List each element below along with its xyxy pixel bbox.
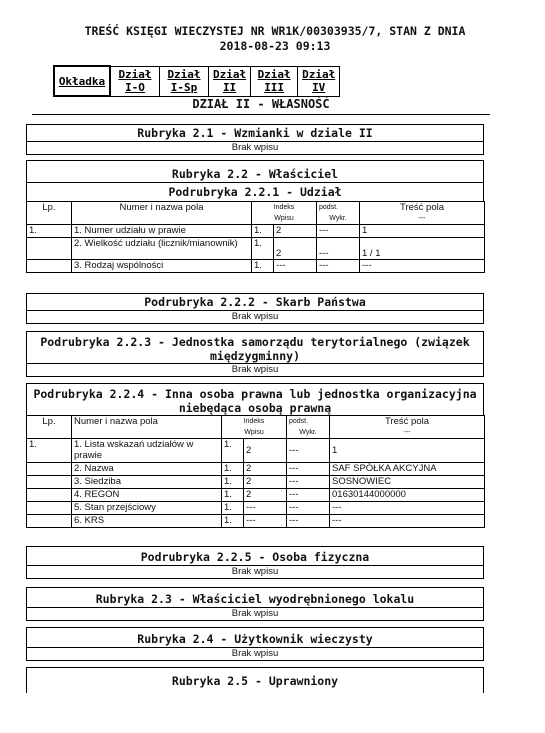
col-tresc: Treść pola (360, 202, 485, 214)
inna-osoba-table (26, 415, 485, 528)
rubryka-2-1 (26, 124, 484, 155)
rubryka-2-2 (26, 160, 484, 273)
col-wykr: Wykr. (317, 213, 360, 225)
nav-dzial-iv-link[interactable]: Dział IV (302, 68, 336, 94)
nav-dzial-io[interactable] (110, 66, 160, 96)
podrubryka-2-2-5 (26, 546, 484, 579)
nav-okladka-link[interactable]: Okładka (58, 74, 106, 88)
col-tresc: Treść pola (330, 416, 485, 428)
podrubryka-2-2-2-title: Podrubryka 2.2.2 - Skarb Państwa (26, 293, 484, 310)
nav-dzial-iii[interactable] (251, 66, 298, 96)
podrubryka-2-2-3-empty: Brak wpisu (26, 363, 484, 377)
col-tresc-dash: --- (330, 427, 485, 439)
podrubryka-2-2-1-title: Podrubryka 2.2.1 - Udział (26, 182, 484, 201)
table-row: 4. REGON 1. 2 --- 01630144000000 (27, 489, 485, 502)
rubryka-2-3 (26, 587, 484, 621)
col-podst: podst. (287, 416, 330, 428)
table-row: 3. Siedziba 1. 2 --- SOSNOWIEC (27, 476, 485, 489)
nav-okladka[interactable] (54, 66, 110, 96)
nav-dzial-io-link[interactable]: Dział I-O (118, 68, 152, 94)
podrubryka-2-2-4 (26, 383, 484, 528)
page-title (30, 24, 520, 54)
rubryka-2-2-title: Rubryka 2.2 - Właściciel (26, 160, 484, 182)
rubryka-2-5 (26, 667, 484, 693)
rubryka-2-4-title: Rubryka 2.4 - Użytkownik wieczysty (26, 627, 484, 647)
col-lp: Lp. (27, 416, 72, 439)
col-name: Numer i nazwa pola (72, 416, 222, 439)
nav-dzial-iv[interactable] (298, 66, 340, 96)
nav-dzial-iii-link[interactable]: Dział III (257, 68, 291, 94)
col-podst: podst. (317, 202, 360, 214)
nav-dzial-ii-link[interactable]: Dział II (213, 68, 247, 94)
podrubryka-2-2-3 (26, 331, 484, 377)
col-name: Numer i nazwa pola (72, 202, 252, 225)
rubryka-2-1-title: Rubryka 2.1 - Wzmianki w dziale II (26, 124, 484, 141)
rubryka-2-1-empty: Brak wpisu (26, 141, 484, 155)
podrubryka-2-2-2-empty: Brak wpisu (26, 310, 484, 324)
nav-dzial-isp[interactable] (160, 66, 209, 96)
table-row: 2. Nazwa 1. 2 --- SAF SPÓŁKA AKCYJNA (27, 463, 485, 476)
col-lp: Lp. (27, 202, 72, 225)
podrubryka-2-2-2 (26, 293, 484, 324)
col-wykr: Wykr. (287, 427, 330, 439)
rubryka-2-4 (26, 627, 484, 661)
table-row: 6. KRS 1. --- --- --- (27, 515, 485, 528)
table-row: 2. Wielkość udziału (licznik/mianownik) 1. 2 --- 1 / 1 (27, 238, 485, 260)
podrubryka-2-2-3-title: Podrubryka 2.2.3 - Jednostka samorządu terytorialnego (związek międzygminny) (26, 331, 484, 363)
col-indeks: Indeks (252, 202, 317, 214)
nav-dzial-ii[interactable] (209, 66, 251, 96)
title-line-1: TREŚĆ KSIĘGI WIECZYSTEJ NR WR1K/00303935/7, STAN Z DNIA (84, 24, 466, 38)
col-wpisu: Wpisu (222, 427, 287, 439)
table-row: 3. Rodzaj wspólności 1. --- --- --- (27, 260, 485, 273)
col-indeks: Indeks (222, 416, 287, 428)
col-wpisu: Wpisu (252, 213, 317, 225)
rubryka-2-4-empty: Brak wpisu (26, 647, 484, 661)
section-nav (53, 65, 340, 97)
rubryka-2-3-title: Rubryka 2.3 - Właściciel wyodrębnionego lokalu (26, 587, 484, 607)
rubryka-2-3-empty: Brak wpisu (26, 607, 484, 621)
table-row: 1. 1. Numer udziału w prawie 1. 2 --- 1 (27, 225, 485, 238)
title-line-2: 2018-08-23 09:13 (219, 39, 331, 53)
udzial-table (26, 201, 485, 273)
section-title: DZIAŁ II - WŁASNOŚĆ (192, 97, 330, 111)
table-row: 5. Stan przejściowy 1. --- --- --- (27, 502, 485, 515)
section-divider (32, 114, 490, 115)
podrubryka-2-2-4-title: Podrubryka 2.2.4 - Inna osoba prawna lub jednostka organizacyjna niebędąca osobą prawną (26, 383, 484, 415)
podrubryka-2-2-5-empty: Brak wpisu (26, 565, 484, 579)
col-tresc-dash: --- (360, 213, 485, 225)
nav-dzial-isp-link[interactable]: Dział I-Sp (167, 68, 201, 94)
podrubryka-2-2-5-title: Podrubryka 2.2.5 - Osoba fizyczna (26, 546, 484, 565)
rubryka-2-5-title: Rubryka 2.5 - Uprawniony (26, 667, 484, 693)
table-row: 1. 1. Lista wskazań udziałów w prawie 1. 2 --- 1 (27, 439, 485, 463)
